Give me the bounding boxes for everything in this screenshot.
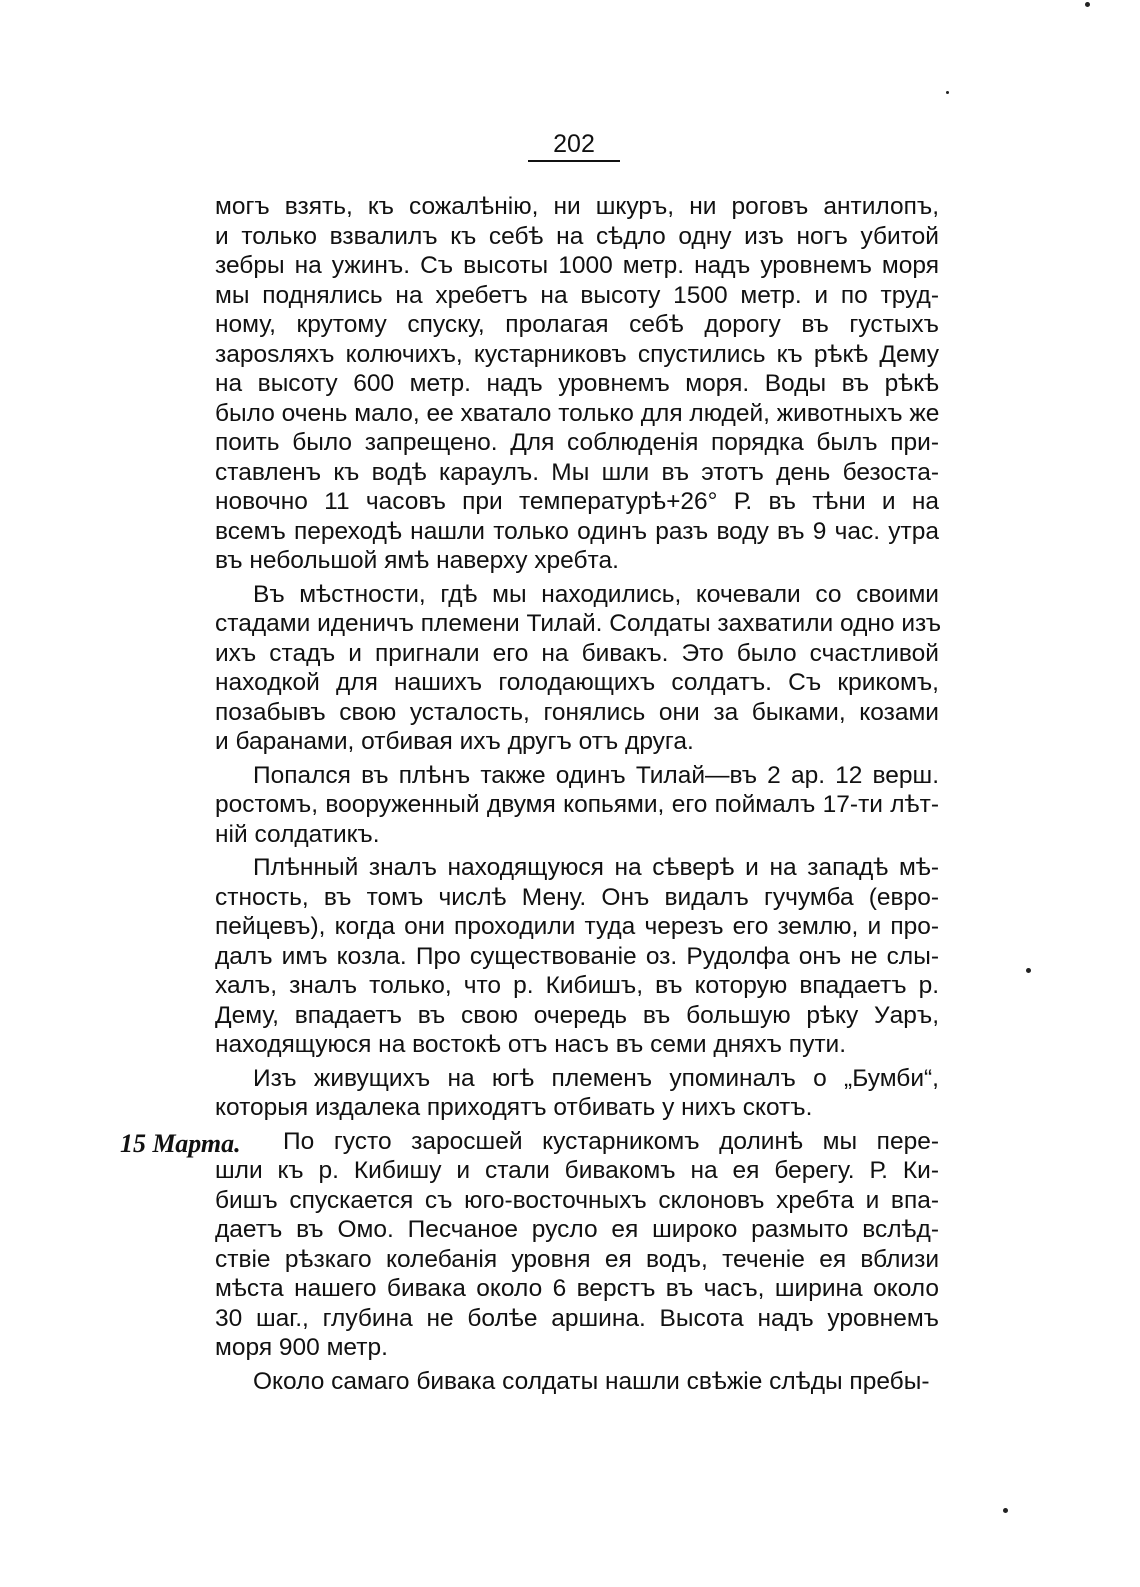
text-line: которыя издалека приходятъ отбивать у нихъ скотъ. <box>215 1094 813 1121</box>
text-line: поить было запрещено. Для соблюденія порядка былъ при- <box>215 429 939 456</box>
scan-speck <box>1003 1508 1008 1513</box>
text-line: мѣста нашего бивака около 6 верстъ въ часъ, ширина около <box>215 1275 939 1302</box>
text-line: стадами иденичъ племени Тилай. Солдаты захватили одно изъ <box>215 610 942 637</box>
margin-date: 15 Марта. <box>120 1128 241 1158</box>
text-line: халъ, зналъ только, что р. Кибишъ, въ которую впадаетъ р. <box>215 972 939 999</box>
text-line: зебры на ужинъ. Съ высоты 1000 метр. надъ уровнемъ моря <box>215 252 939 279</box>
paragraph <box>215 853 939 1060</box>
text-line: находкой для нашихъ голодающихъ солдатъ. Съ крикомъ, <box>215 669 939 696</box>
text-line: Дему, впадаетъ въ свою очередь въ большую рѣку Уаръ, <box>215 1001 939 1029</box>
text-line: Попался въ плѣнъ также одинъ Тилай—въ 2 ар. 12 верш. <box>253 761 939 789</box>
text-line: мы поднялись на хребетъ на высоту 1500 метр. и по труд- <box>215 281 939 309</box>
paragraph <box>215 1367 939 1397</box>
text-line: на высоту 600 метр. надъ уровнемъ моря. Воды въ рѣкѣ <box>215 370 939 397</box>
paragraph <box>215 192 939 576</box>
text-line: пейцевъ), когда они проходили туда черезъ его землю, и про- <box>215 913 939 940</box>
text-line: ставленъ къ водѣ караулъ. Мы шли въ этотъ день безоста- <box>215 458 939 486</box>
text-line: всемъ переходѣ нашли только одинъ разъ воду въ 9 час. утра <box>215 517 939 545</box>
text-line: и только взвалилъ къ себѣ на сѣдло одну изъ ногъ убитой <box>215 222 939 250</box>
text-line: Изъ живущихъ на югѣ племенъ упоминалъ о „Бумби“, <box>253 1064 939 1092</box>
text-line: 30 шаг., глубина не болѣе аршина. Высота надъ уровнемъ <box>215 1304 939 1332</box>
paragraph <box>215 761 939 850</box>
text-line: Плѣнный зналъ находящуюся на сѣверѣ и на западѣ мѣ- <box>253 854 939 881</box>
text-line: шли къ р. Кибишу и стали бивакомъ на ея берегу. Р. Ки- <box>215 1157 939 1184</box>
text-line: было очень мало, ее хватало только для людей, животныхъ же <box>215 399 940 427</box>
text-line: въ небольшой ямѣ наверху хребта. <box>215 547 619 574</box>
text-block <box>215 192 942 1396</box>
text-line: новочно 11 часовъ при температурѣ+26° Р. въ тѣни и на <box>215 488 939 515</box>
text-line: ростомъ, вооруженный двумя копьями, его поймалъ 17-ти лѣт- <box>215 791 939 818</box>
text-line: бишъ спускается съ юго-восточныхъ склоновъ хребта и впа- <box>215 1186 939 1214</box>
text-line: стность, въ томъ числѣ Мену. Онъ видалъ гучумба (евро- <box>215 883 939 911</box>
text-line: зарosляхъ колючихъ, кустарниковъ спустились къ рѣкѣ Дему <box>215 340 939 368</box>
paragraph <box>215 1064 939 1123</box>
text-line: могъ взять, къ сожалѣнію, ни шкуръ, ни роговъ антилопъ, <box>215 193 939 220</box>
paragraph <box>215 1127 939 1363</box>
text-line: далъ имъ козла. Про существованіе оз. Рудолфа онъ не слы- <box>215 942 939 970</box>
paragraph <box>215 580 942 757</box>
text-line: моря 900 метр. <box>215 1334 388 1361</box>
page-number-rule <box>528 160 620 162</box>
text-line: ихъ стадъ и пригнали его на бивакъ. Это было счастливой <box>215 639 939 667</box>
text-line: ствіе рѣзкаго колебанія уровня ея водъ, теченіе ея вблизи <box>215 1245 939 1273</box>
text-line: ному, крутому спуску, пролагая себѣ дорогу въ густыхъ <box>215 311 939 338</box>
text-line: ній солдатикъ. <box>215 820 380 848</box>
text-line: даетъ въ Омо. Песчаное русло ея широко размыто вслѣд- <box>215 1216 939 1243</box>
text-line: позабывъ свою усталость, гонялись они за быками, козами <box>215 698 939 726</box>
text-line: находящуюся на востокѣ отъ насъ въ семи дняхъ пути. <box>215 1031 847 1058</box>
page-number: 202 <box>553 130 595 158</box>
scan-speck <box>1026 968 1031 973</box>
text-line: По густо заросшей кустарникомъ долинѣ мы пере- <box>283 1127 939 1155</box>
text-line: Около самаго бивака солдаты нашли свѣжіе слѣды пребы- <box>253 1367 930 1395</box>
text-line: и баранами, отбивая ихъ другъ отъ друга. <box>215 728 694 755</box>
scan-speck <box>946 91 949 94</box>
text-line: Въ мѣстности, гдѣ мы находились, кочевали со своими <box>253 580 939 608</box>
scan-speck <box>1085 2 1090 7</box>
